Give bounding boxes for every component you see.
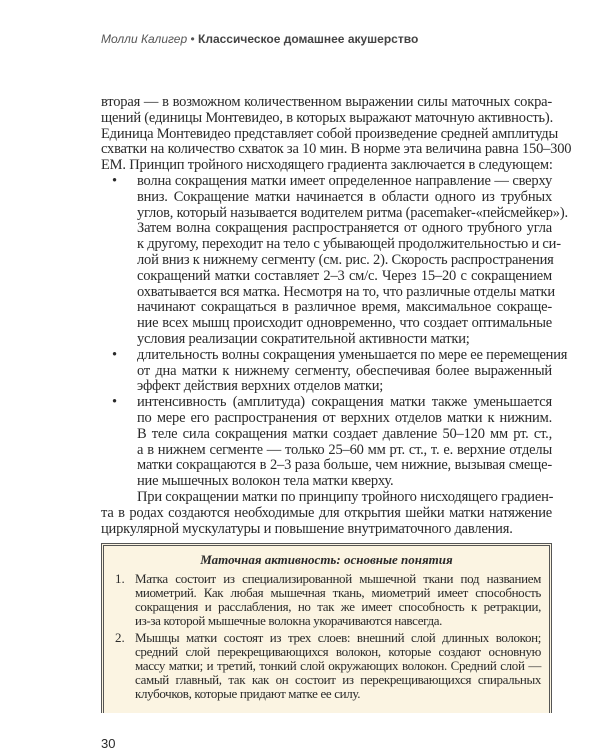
bullet-icon: • [112, 172, 118, 189]
list-item [101, 172, 568, 348]
text-line: Мышцы матки состоят из трех слоев: внешний слой длинных волокон; [135, 630, 541, 645]
list-item [101, 346, 568, 395]
text-line: массу матки; и третий, тонкий слой окружающих волокон. Средний слой — [135, 658, 541, 673]
main-text [101, 94, 572, 537]
text-line: Затем волна сокращения распространяется от одного трубного угла [137, 220, 552, 237]
item-number: 1. [115, 571, 125, 586]
text-line: охватывается вся матка. Несмотря на то, что различные отделы матки [137, 283, 555, 300]
numbered-item [104, 572, 549, 628]
text-line: вниз. Сокращение матки начинается в области одного из трубных [137, 188, 552, 205]
text-line: длительность волны сокращения уменьшается по мере ее перемещения [137, 346, 568, 363]
item-number: 2. [115, 630, 125, 645]
text-line: щений (единицы Монтевидео, в которых выражают маточную активность). [101, 109, 553, 126]
text-line: волна сокращения матки имеет определенное направление — сверху [137, 172, 552, 189]
page-number: 30 [101, 736, 116, 751]
text-line: самый главный, так как он состоит из перекрещивающихся спиральных [135, 672, 541, 687]
text-line: интенсивность (амплитуда) сокращения матки также уменьшается [137, 394, 552, 411]
text-line: по мере его распространения от верхних отделов матки к нижним. [137, 409, 552, 426]
text-line: Матка состоит из специализированной мышечной ткани под названием [135, 571, 541, 586]
text-line: Единица Монтевидео представляет собой произведение средней амплитуды [101, 125, 559, 142]
text-line: из-за которой мышечные волокна укорачиваются навсегда. [135, 613, 443, 628]
text-line: та в родах создаются необходимые для открытия шейки матки натяжение [101, 504, 552, 521]
text-line: ЕМ. Принцип тройного нисходящего градиента заключается в следующем: [101, 157, 553, 174]
header-separator: • [187, 32, 199, 46]
running-header [101, 32, 418, 46]
text-line: клубочков, которые придают матке ее силу. [135, 686, 361, 701]
text-line: начинают сокращаться в различное время, максимальное сокраще- [137, 299, 552, 316]
numbered-item [104, 631, 549, 701]
intro-paragraph [101, 94, 572, 174]
text-line: условия реализации сократительной активности матки; [137, 330, 470, 347]
text-line: сокращения и расслабления, но так же имеет способность к ретракции, [135, 599, 541, 614]
text-line: а в нижнем сегменте — только 25–60 мм рт. ст., т. е. верхние отделы [137, 441, 552, 458]
box-list [104, 572, 549, 701]
text-line: схватки на количество схваток за 10 мин. В норме эта величина равна 150–300 [101, 141, 572, 158]
header-author: Молли Калигер [101, 32, 188, 46]
text-line: циркулярной мускулатуры и повышение внутриматочного давления. [101, 520, 513, 537]
text-line: к другому, переходит на тело с убывающей продолжительностью и си- [137, 236, 561, 253]
text-line: эффект действия верхних отделов матки; [137, 378, 384, 395]
sidebar-box [101, 543, 552, 713]
closing-paragraph [101, 490, 552, 537]
text-line: лой вниз к нижнему сегменту (см. рис. 2). Скорость распространения [137, 251, 554, 268]
text-line: При сокращении матки по принципу тройного нисходящего градиен- [137, 488, 554, 505]
bullet-icon: • [112, 394, 118, 411]
text-line: ние всех мышц происходит одновременно, что создает оптимальные [137, 315, 552, 332]
text-line: от дна матки к нижнему сегменту, обеспечивая более выраженный [137, 362, 552, 379]
text-line: матки сокращаются в 2–3 раза больше, чем нижние, вызывая смеще- [137, 457, 552, 474]
text-line: углов, который называется водителем ритма (pacemaker-«пейсмейкер»). [137, 204, 568, 221]
text-line: сокращений матки составляет 2–3 см/с. Через 15–20 с сокращением [137, 267, 552, 284]
bullet-icon: • [112, 346, 118, 363]
text-line: миометрий. Как любая мышечная ткань, миометрий имеет способность [135, 585, 541, 600]
box-title: Маточная активность: основные понятия [200, 552, 453, 567]
bullet-list [101, 172, 568, 490]
header-book-title: Классическое домашнее акушерство [198, 32, 419, 46]
text-line: средний слой перекрещивающихся волокон, которые создают основную [135, 644, 541, 659]
text-line: В теле сила сокращения матки создает давление 50–120 мм рт. ст., [137, 425, 552, 442]
text-line: вторая — в возможном количественном выражении силы маточных сокра- [101, 94, 552, 110]
text-line: ние мышечных волокон тела матки кверху. [137, 473, 394, 490]
list-item [101, 395, 552, 490]
